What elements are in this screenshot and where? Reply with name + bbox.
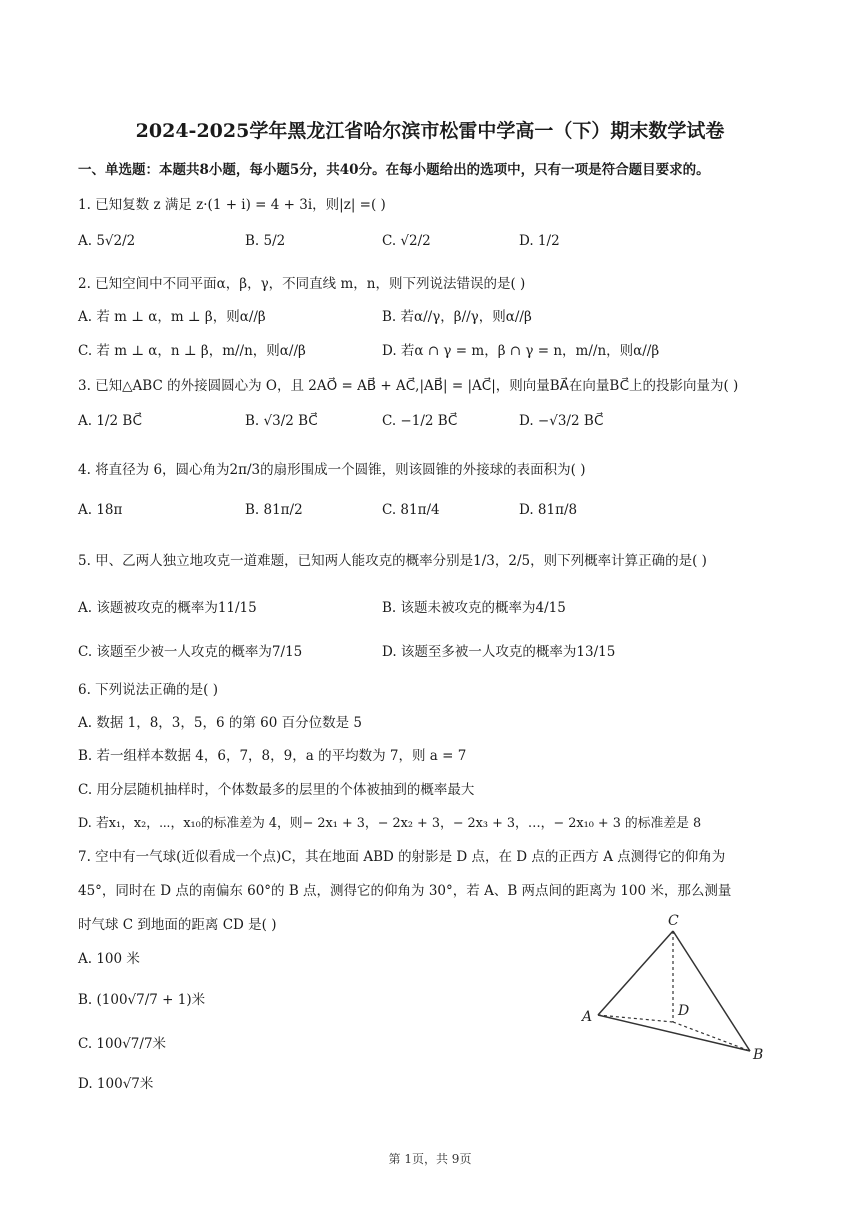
q1-option-c: C. √2/2 (382, 233, 431, 249)
q2-option-a: A. 若 m ⊥ α，m ⊥ β，则α//β (78, 309, 266, 325)
edge-ab (598, 1015, 750, 1051)
q7-option-d: D. 100√7米 (78, 1076, 154, 1092)
q7-pyramid-figure (570, 905, 780, 1070)
q4-option-a: A. 18π (78, 502, 123, 518)
q5-option-c: C. 该题至少被一人攻克的概率为7/15 (78, 644, 303, 660)
q5-option-b: B. 该题未被攻克的概率为4/15 (382, 600, 566, 616)
question-7-stem-line-3: 时气球 C 到地面的距离 CD 是( ) (78, 917, 277, 933)
q3-option-a: A. 1/2 BC⃗ (78, 413, 142, 429)
question-4-stem: 4. 将直径为 6，圆心角为2π/3的扇形围成一个圆锥，则该圆锥的外接球的表面积为( ) (78, 462, 586, 478)
edge-db (673, 1022, 750, 1051)
q2-option-d: D. 若α ∩ γ = m，β ∩ γ = n，m//n，则α//β (382, 343, 660, 359)
label-d: D (678, 1003, 690, 1019)
q2-option-c: C. 若 m ⊥ α，n ⊥ β，m//n，则α//β (78, 343, 306, 359)
edge-ac (598, 931, 673, 1015)
edge-ad (598, 1015, 673, 1022)
question-1-stem: 1. 已知复数 z 满足 z·(1 + i) = 4 + 3i，则|z| =( ) (78, 197, 386, 213)
q3-option-d: D. −√3/2 BC⃗ (519, 413, 604, 429)
question-6-stem: 6. 下列说法正确的是( ) (78, 682, 218, 698)
q2-option-b: B. 若α//γ，β//γ，则α//β (382, 309, 532, 325)
label-a: A (582, 1009, 593, 1025)
question-3-stem: 3. 已知△ABC 的外接圆圆心为 O，且 2AO⃗ = AB⃗ + AC⃗,|AB⃗| = |AC⃗|，则向量BA⃗在向量BC⃗上的投影向量为( ) (78, 378, 739, 394)
label-c: C (668, 913, 679, 929)
page-title: 2024-2025学年黑龙江省哈尔滨市松雷中学高一（下）期末数学试卷 (135, 120, 725, 142)
q6-option-b: B. 若一组样本数据 4，6，7，8，9，a 的平均数为 7，则 a = 7 (78, 748, 467, 764)
edge-cb (673, 931, 750, 1051)
q1-option-a: A. 5√2/2 (78, 233, 136, 249)
question-5-stem: 5. 甲、乙两人独立地攻克一道难题，已知两人能攻克的概率分别是1/3，2/5，则下列概率计算正确的是( ) (78, 553, 707, 569)
question-7-stem-line-2: 45°，同时在 D 点的南偏东 60°的 B 点，测得它的仰角为 30°，若 A、B 两点间的距离为 100 米，那么测量 (78, 883, 732, 899)
q6-option-a: A. 数据 1，8，3，5，6 的第 60 百分位数是 5 (78, 715, 363, 731)
q3-option-b: B. √3/2 BC⃗ (245, 413, 318, 429)
q7-option-a: A. 100 米 (78, 951, 140, 967)
section-heading: 一、单选题：本题共8小题，每小题5分，共40分。在每小题给出的选项中，只有一项是符合题目要求的。 (78, 162, 710, 178)
page-footer: 第 1页，共 9页 (388, 1152, 472, 1166)
q6-option-c: C. 用分层随机抽样时，个体数最多的层里的个体被抽到的概率最大 (78, 782, 475, 798)
q6-option-d: D. 若x₁，x₂，⋯，x₁₀的标准差为 4，则− 2x₁ + 3，− 2x₂ + 3，− 2x₃ + 3，…，− 2x₁₀ + 3 的标准差是 8 (78, 816, 702, 831)
q1-option-d: D. 1/2 (519, 233, 560, 249)
q7-option-c: C. 100√7/7米 (78, 1036, 167, 1052)
question-2-stem: 2. 已知空间中不同平面α，β，γ，不同直线 m，n，则下列说法错误的是( ) (78, 276, 526, 292)
q1-option-b: B. 5/2 (245, 233, 286, 249)
q4-option-b: B. 81π/2 (245, 502, 303, 518)
q4-option-d: D. 81π/8 (519, 502, 578, 518)
question-7-stem-line-1: 7. 空中有一气球(近似看成一个点)C，其在地面 ABD 的射影是 D 点，在 D 点的正西方 A 点测得它的仰角为 (78, 849, 726, 865)
q4-option-c: C. 81π/4 (382, 502, 440, 518)
q5-option-d: D. 该题至多被一人攻克的概率为13/15 (382, 644, 616, 660)
q5-option-a: A. 该题被攻克的概率为11/15 (78, 600, 257, 616)
q3-option-c: C. −1/2 BC⃗ (382, 413, 458, 429)
label-b: B (753, 1047, 764, 1063)
q7-option-b: B. (100√7/7 + 1)米 (78, 992, 206, 1008)
